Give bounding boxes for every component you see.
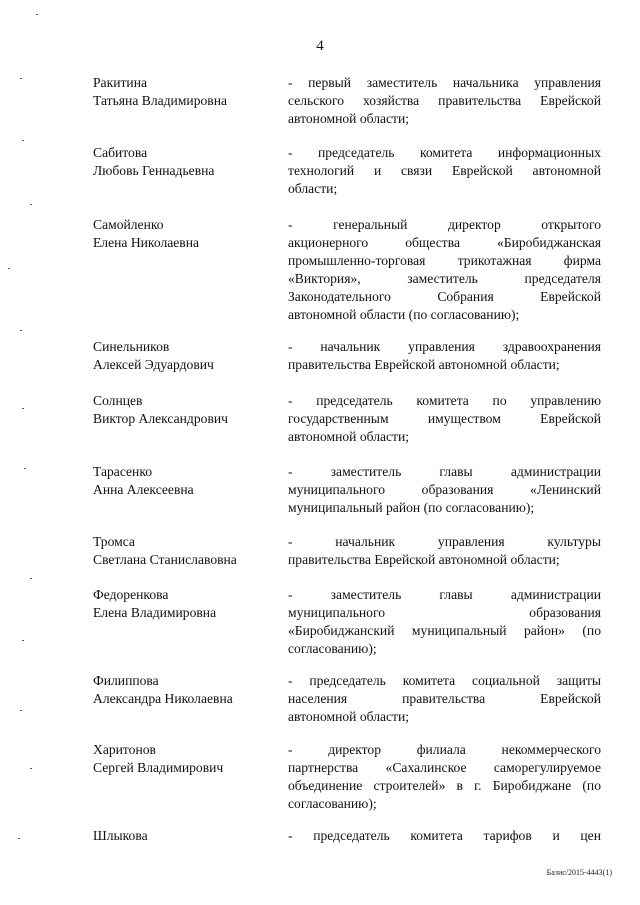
- description-line: населения правительства Еврейской: [288, 691, 601, 706]
- scan-speck: [24, 468, 26, 469]
- given-names: Анна Алексеевна: [93, 482, 194, 497]
- surname: Шлыкова: [93, 828, 148, 843]
- person-name: [93, 74, 283, 110]
- position-description: [288, 216, 601, 324]
- description-line: технологий и связи Еврейской автономной: [288, 163, 601, 178]
- person-name: [93, 533, 283, 569]
- surname: Тарасенко: [93, 464, 153, 479]
- description-line: - председатель комитета по управлению: [288, 393, 601, 408]
- given-names: Елена Николаевна: [93, 235, 200, 250]
- surname: Тромса: [93, 534, 135, 549]
- person-name: [93, 463, 283, 499]
- surname: Синельников: [93, 339, 170, 354]
- position-description: [288, 392, 601, 446]
- given-names: Светлана Станиславовна: [93, 552, 237, 567]
- position-description: [288, 74, 601, 128]
- scan-speck: [30, 578, 32, 579]
- description-line: партнерства «Сахалинское саморегулируемое: [288, 760, 601, 775]
- description-line: автономной области;: [288, 709, 410, 724]
- surname: Федоренкова: [93, 587, 169, 602]
- surname: Солнцев: [93, 393, 143, 408]
- description-line: сельского хозяйства правительства Еврейской: [288, 93, 601, 108]
- person-name: [93, 827, 283, 845]
- position-description: [288, 144, 601, 198]
- given-names: Сергей Владимирович: [93, 760, 224, 775]
- description-line: - директор филиала некоммерческого: [288, 742, 601, 757]
- description-line: правительства Еврейской автономной области;: [288, 552, 560, 567]
- position-description: [288, 672, 601, 726]
- description-line: Законодательного Собрания Еврейской: [288, 289, 601, 304]
- description-line: муниципального образования «Ленинский: [288, 482, 601, 497]
- description-line: согласованию);: [288, 796, 377, 811]
- description-line: автономной области;: [288, 429, 410, 444]
- given-names: Алексей Эдуардович: [93, 357, 214, 372]
- person-name: [93, 741, 283, 777]
- description-line: - первый заместитель начальника управления: [288, 75, 601, 90]
- description-line: - председатель комитета социальной защиты: [288, 673, 601, 688]
- description-line: - генеральный директор открытого: [288, 217, 601, 232]
- person-name: [93, 338, 283, 374]
- scan-speck: [22, 408, 24, 409]
- description-line: «Биробиджанский муниципальный район» (по: [288, 623, 601, 638]
- surname: Ракитина: [93, 75, 147, 90]
- description-line: «Виктория», заместитель председателя: [288, 271, 601, 286]
- scan-speck: [20, 710, 22, 711]
- description-line: - заместитель главы администрации: [288, 464, 601, 479]
- scan-speck: [22, 640, 24, 641]
- given-names: Елена Владимировна: [93, 605, 217, 620]
- position-description: [288, 533, 601, 569]
- person-name: [93, 216, 283, 252]
- scan-speck: [22, 140, 24, 141]
- description-line: государственным имуществом Еврейской: [288, 411, 601, 426]
- description-line: акционерного общества «Биробиджанская: [288, 235, 601, 250]
- given-names: Александра Николаевна: [93, 691, 233, 706]
- given-names: Виктор Александрович: [93, 411, 228, 426]
- surname: Самойленко: [93, 217, 164, 232]
- scan-speck: [20, 330, 22, 331]
- description-line: муниципальный район (по согласованию);: [288, 500, 535, 515]
- description-line: - заместитель главы администрации: [288, 587, 601, 602]
- position-description: [288, 338, 601, 374]
- position-description: [288, 586, 601, 658]
- surname: Сабитова: [93, 145, 148, 160]
- scan-speck: [20, 78, 22, 79]
- scan-speck: [30, 768, 32, 769]
- description-line: промышленно-торговая трикотажная фирма: [288, 253, 601, 268]
- description-line: автономной области (по согласованию);: [288, 307, 520, 322]
- person-name: [93, 392, 283, 428]
- position-description: [288, 741, 601, 813]
- scan-speck: [18, 838, 20, 839]
- description-line: согласованию);: [288, 641, 377, 656]
- description-line: муниципального образования: [288, 605, 601, 620]
- scan-speck: [30, 204, 32, 205]
- person-name: [93, 144, 283, 180]
- given-names: Любовь Геннадьевна: [93, 163, 215, 178]
- description-line: области;: [288, 181, 338, 196]
- description-line: объединение строителей» в г. Биробиджане (по: [288, 778, 601, 793]
- person-name: [93, 672, 283, 708]
- scan-speck: [8, 268, 10, 269]
- given-names: Татьяна Владимировна: [93, 93, 228, 108]
- description-line: - председатель комитета тарифов и цен: [288, 828, 601, 843]
- position-description: [288, 827, 601, 845]
- page-number: 4: [316, 38, 324, 54]
- description-line: автономной области;: [288, 111, 410, 126]
- description-line: - начальник управления здравоохранения: [288, 339, 601, 354]
- description-line: - председатель комитета информационных: [288, 145, 601, 160]
- description-line: - начальник управления культуры: [288, 534, 601, 549]
- scan-speck: [36, 14, 38, 15]
- surname: Харитонов: [93, 742, 156, 757]
- surname: Филиппова: [93, 673, 159, 688]
- document-code: Базис/2015-4443(1): [546, 868, 612, 877]
- description-line: правительства Еврейской автономной области;: [288, 357, 560, 372]
- position-description: [288, 463, 601, 517]
- person-name: [93, 586, 283, 622]
